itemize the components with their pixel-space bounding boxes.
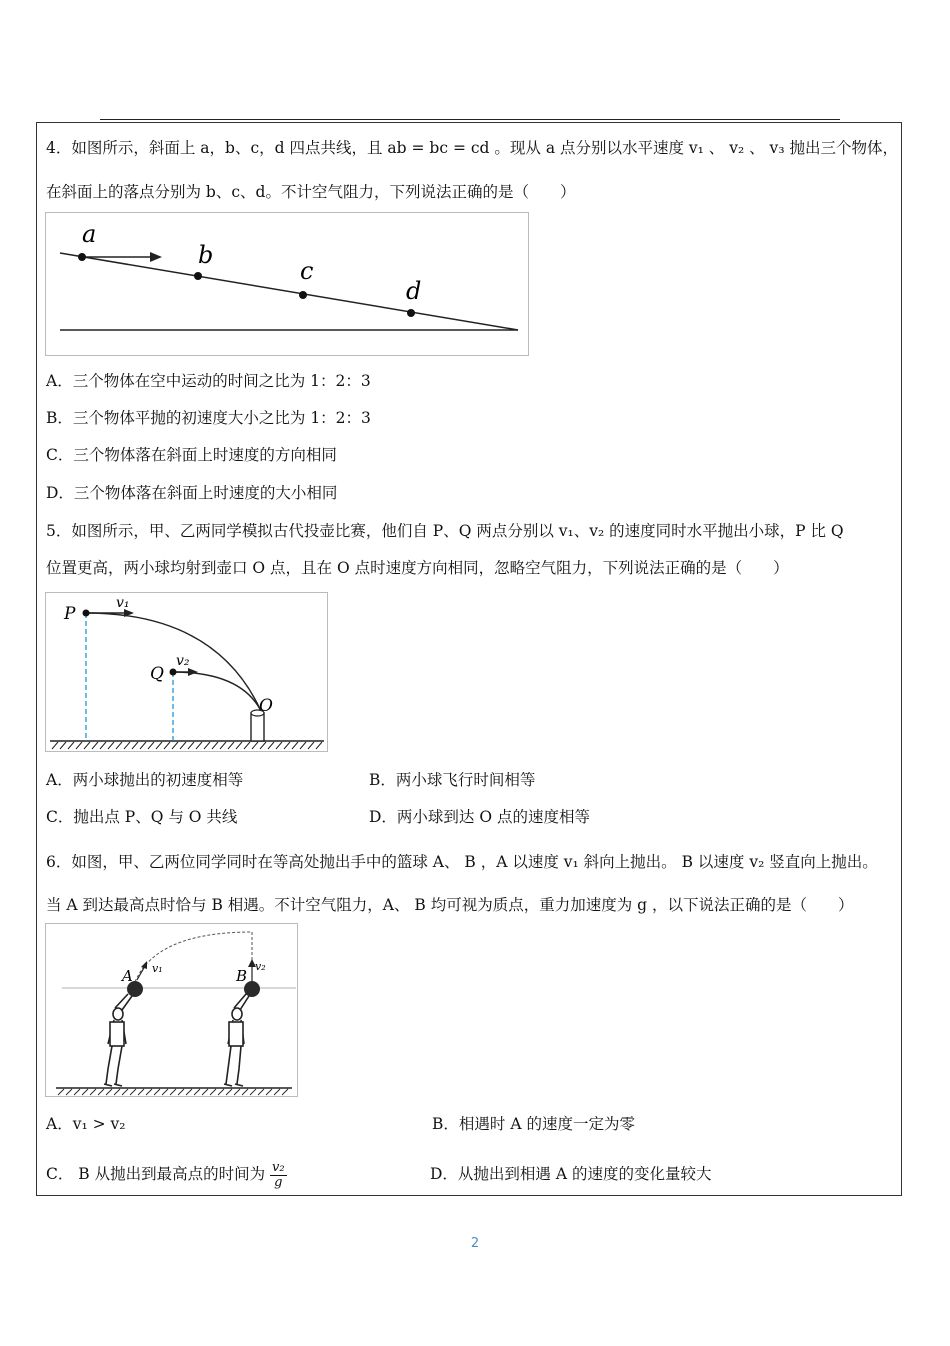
q6-option-c-fraction bbox=[270, 1161, 287, 1190]
q4-option-a[interactable]: A．三个物体在空中运动的时间之比为 1：2：3 bbox=[46, 372, 371, 390]
q6-option-c[interactable] bbox=[46, 1156, 287, 1192]
q5-pot-throw-figure bbox=[45, 592, 328, 752]
q4-incline-figure bbox=[45, 212, 529, 356]
q6-label-v1: v₁ bbox=[152, 962, 163, 975]
q6-label-v2: v₂ bbox=[255, 960, 266, 973]
q6-stem-line2: 当 A 到达最高点时恰与 B 相遇。不计空气阻力，A、 B 均可视为质点，重力加速度为 g ，以下说法正确的是（ ） bbox=[46, 896, 854, 914]
q5-option-c[interactable]: C．抛出点 P、Q 与 O 共线 bbox=[46, 808, 238, 826]
q6-fraction-denominator: g bbox=[274, 1174, 283, 1190]
q4-label-d: d bbox=[406, 277, 422, 305]
q5-label-v2: v₂ bbox=[176, 653, 190, 669]
q5-label-o: O bbox=[259, 696, 273, 716]
q4-label-a: a bbox=[82, 220, 97, 248]
q5-label-q: Q bbox=[150, 664, 164, 684]
q6-stem-line1: 6．如图，甲、乙两位同学同时在等高处抛出手中的篮球 A、 B ，A 以速度 v₁ 斜向上抛出。 B 以速度 v₂ 竖直向上抛出。 bbox=[46, 853, 878, 871]
q6-basketball-figure bbox=[45, 923, 298, 1097]
q4-stem-line1: 4．如图所示，斜面上 a，b、c，d 四点共线，且 ab = bc = cd 。现从 a 点分别以水平速度 v₁ 、 v₂ 、 v₃ 抛出三个物体， bbox=[46, 139, 898, 157]
q5-option-d[interactable]: D．两小球到达 O 点的速度相等 bbox=[369, 808, 590, 826]
q5-stem-line1: 5．如图所示，甲、乙两同学模拟古代投壶比赛，他们自 P、Q 两点分别以 v₁、v₂ 的速度同时水平抛出小球，P 比 Q bbox=[46, 522, 844, 540]
q6-option-a[interactable]: A．v₁ > v₂ bbox=[46, 1115, 126, 1133]
q4-label-c: c bbox=[300, 257, 314, 285]
q6-fraction-numerator: v₂ bbox=[272, 1159, 285, 1175]
q5-label-p: P bbox=[64, 604, 76, 624]
q4-label-b: b bbox=[198, 241, 214, 269]
q6-option-b[interactable]: B．相遇时 A 的速度一定为零 bbox=[432, 1115, 635, 1133]
q5-label-v1: v₁ bbox=[116, 595, 130, 611]
q6-option-d[interactable]: D．从抛出到相遇 A 的速度的变化量较大 bbox=[430, 1165, 712, 1183]
q6-label-b: B bbox=[236, 967, 248, 985]
header-rule bbox=[100, 119, 840, 120]
q5-stem-line2: 位置更高，两小球均射到壶口 O 点，且在 O 点时速度方向相同，忽略空气阻力，下列说法正确的是（ ） bbox=[46, 559, 789, 577]
q4-option-b[interactable]: B．三个物体平抛的初速度大小之比为 1：2：3 bbox=[46, 409, 371, 427]
q6-label-a: A bbox=[122, 967, 133, 985]
q5-option-a[interactable]: A．两小球抛出的初速度相等 bbox=[46, 771, 244, 789]
q6-option-c-text: C． B 从抛出到最高点的时间为 bbox=[46, 1165, 266, 1183]
q4-stem-line2: 在斜面上的落点分别为 b、c、d。不计空气阻力，下列说法正确的是（ ） bbox=[46, 183, 576, 201]
q4-option-d[interactable]: D．三个物体落在斜面上时速度的大小相同 bbox=[46, 484, 338, 502]
q4-option-c[interactable]: C．三个物体落在斜面上时速度的方向相同 bbox=[46, 446, 337, 464]
page-number: 2 bbox=[470, 1236, 480, 1251]
q5-option-b[interactable]: B．两小球飞行时间相等 bbox=[369, 771, 536, 789]
